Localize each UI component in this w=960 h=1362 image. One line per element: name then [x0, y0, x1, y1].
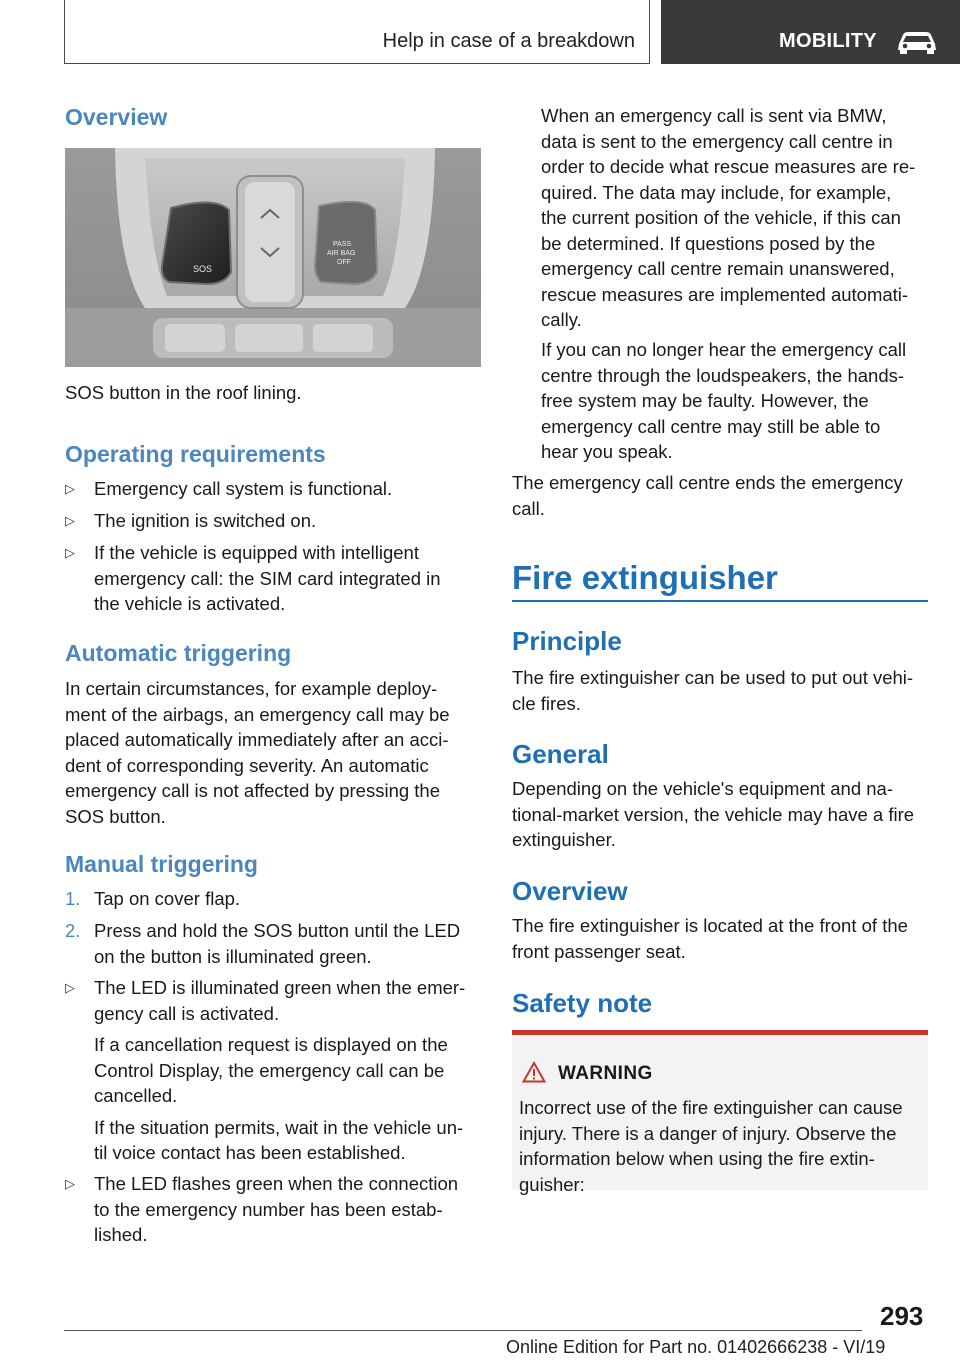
- triangle-bullet-icon: ▷: [65, 513, 75, 528]
- warning-title: WARNING: [558, 1063, 653, 1084]
- principle-text: The fire extinguisher can be used to put out vehi- cle fires.: [512, 667, 914, 714]
- principle-heading: Principle: [512, 626, 622, 656]
- fire-extinguisher-heading: Fire extinguisher: [512, 559, 778, 596]
- triangle-bullet-icon: ▷: [65, 481, 75, 496]
- chapter-tab[interactable]: [661, 0, 960, 64]
- sos-button-photo: [65, 148, 481, 367]
- triangle-bullet-icon: ▷: [65, 545, 75, 560]
- triangle-bullet-icon: ▷: [65, 1176, 75, 1191]
- operating-requirements-heading: Operating requirements: [65, 441, 326, 467]
- list-item: ▷ The LED is illuminated green when the emer- gency call is activated. If a cancellation request is displayed on the Control Display, the emergency call can be cancelled. If the situation permits, wait in the vehicle un- til voice contact has been established.: [65, 977, 466, 1163]
- list-item: ▷ Emergency call system is functional.: [65, 476, 481, 502]
- step-item: 1. Tap on cover flap.: [65, 888, 241, 909]
- safety-note-heading: Safety note: [512, 988, 653, 1018]
- general-text: Depending on the vehicle's equipment and na- tional-market version, the vehicle may have a fire extinguisher.: [512, 778, 915, 850]
- step-item: 2. Press and hold the SOS button until the LED on the button is illuminated green.: [65, 920, 461, 967]
- header-section-tab: [64, 0, 650, 64]
- section-title: Help in case of a breakdown: [382, 30, 635, 52]
- call-end-paragraph: The emergency call centre ends the emergency call.: [512, 472, 903, 519]
- airbag-label: AIR BAG: [327, 250, 356, 257]
- emergency-call-data-paragraph: When an emergency call is sent via BMW, data is sent to the emergency call centre in order to decide what rescue measures are re- quired. The data may include, for example, the current position of the vehicle, if this can be determined. If questions posed by the emergency call centre remain unanswered, rescue measures are implemented automati- cally.: [541, 105, 916, 330]
- manual-triggering-heading: Manual triggering: [65, 851, 258, 877]
- list-item: ▷ If the vehicle is equipped with intelligent emergency call: the SIM card integrated in the vehicle is activated.: [65, 542, 441, 614]
- list-item: ▷ The ignition is switched on.: [65, 508, 481, 534]
- overview-heading-2: Overview: [512, 876, 628, 906]
- automatic-triggering-heading: Automatic triggering: [65, 640, 292, 666]
- edition-note: Online Edition for Part no. 01402666238 - VI/19: [506, 1337, 886, 1357]
- warning-triangle-icon: [522, 1061, 546, 1083]
- sos-label: SOS: [193, 264, 213, 274]
- heading-divider: [512, 600, 928, 602]
- automatic-triggering-text: In certain circumstances, for example deploy- ment of the airbags, an emergency call may be placed automatically immediately after an acci- dent of corresponding severity. An automatic emergency call is not affected by pressing the SOS button.: [65, 678, 450, 827]
- chapter-title: MOBILITY: [779, 30, 877, 52]
- warning-box: [512, 1030, 928, 1195]
- general-heading: General: [512, 739, 609, 769]
- page-number: 293: [880, 1301, 924, 1331]
- list-item: ▷ The LED flashes green when the connection to the emergency number has been estab- lished.: [65, 1173, 459, 1245]
- car-icon: [895, 28, 939, 54]
- off-label: OFF: [337, 259, 351, 266]
- image-caption: SOS button in the roof lining.: [65, 382, 302, 403]
- pass-label: PASS: [333, 241, 352, 248]
- hands-free-paragraph: If you can no longer hear the emergency call centre through the loudspeakers, the hands- free system may be faulty. However, the emergency call centre may still be able to hear you speak.: [541, 339, 907, 462]
- overview-heading: Overview: [65, 104, 168, 130]
- warning-text: Incorrect use of the fire extinguisher can cause injury. There is a danger of injury. Observe the information below when using the fire extin- guisher:: [519, 1097, 903, 1195]
- overview-text: The fire extinguisher is located at the front of the front passenger seat.: [512, 915, 908, 962]
- footer-divider: [64, 1330, 862, 1331]
- triangle-bullet-icon: ▷: [65, 980, 75, 995]
